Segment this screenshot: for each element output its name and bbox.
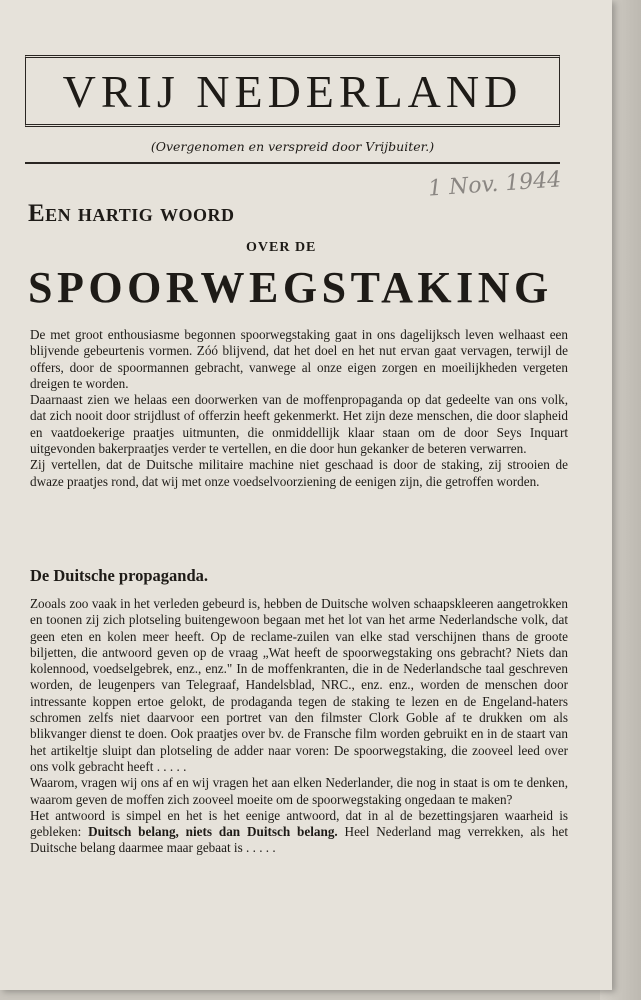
propaganda-paragraph-3 [30, 808, 568, 857]
handwritten-date: 1 Nov. 1944 [427, 167, 562, 202]
paragraph-3-emphasis: Duitsch belang, niets dan Duitsch belang. [88, 824, 338, 840]
intro-section [30, 327, 568, 490]
masthead-title: VRIJ NEDERLAND [62, 65, 523, 117]
intro-paragraph-2: Daarnaast zien we helaas een doorwerken van de moffenpropaganda op dat gedeelte van ons volk, dat zich nooit door strijdlust of offerzin heeft gekenmerkt. Het zijn deze menschen, die door slapheid en vaatdoekerige praatjes uitmunten, die onmiddellijk klaar staan om de door Seys Inquart uitgevonden bakerpraatjes verder te vertellen, en die door hun gekanker de beteren verwarren. [30, 392, 568, 457]
headline-main: SPOORWEGSTAKING [28, 263, 553, 312]
propaganda-paragraph-2: Waarom, vragen wij ons af en wij vragen het aan elken Nederlander, die nog in staat is om te denken, waarom geven de moffen zich zooveel moeite om de spoorwegstaking ongedaan te maken? [30, 775, 568, 807]
masthead-subtitle: (Overgenomen en verspreid door Vrijbuiter.) [150, 139, 435, 154]
propaganda-section [30, 596, 568, 857]
masthead-rule [25, 162, 560, 164]
intro-paragraph-1: De met groot enthousiasme begonnen spoorwegstaking gaat in ons dagelijksch leven welhaast een blijvende gebeurtenis vormen. Zóó blijvend, dat het doel en het nut ervan gaat vervagen, terwijl de offers, door de spoormannen gebracht, vanwege al onze eigen zorgen en moeilijkheden vergeten dreigen te worden. [30, 327, 568, 391]
intro-paragraph-3: Zij vertellen, dat de Duitsche militaire machine niet geschaad is door de staking, zij strooien de dwaze praatjes rond, dat wij met onze voedselvoorziening de eenigen zijn, die getroffen worden. [30, 457, 568, 489]
masthead-box [25, 55, 560, 127]
section-heading-propaganda: De Duitsche propaganda. [30, 566, 209, 585]
headline-line-2: OVER DE [246, 240, 317, 255]
paragraph-3-end: Heel Nederland mag verrekken, als het Duitsche belang daarmee maar gebaat is . . . . . [30, 824, 569, 856]
headline-line-1: Een hartig woord [28, 200, 235, 227]
propaganda-paragraph-1: Zooals zoo vaak in het verleden gebeurd is, hebben de Duitsche wolven schaapskleeren aangetrokken en toonen zij zich plotseling buitengewoon begaan met het lot van het arme Nederlandsche volk, dat geen eten en kolen meer heeft. Op de reclame-zuilen van elke stad verschijnen thans de groote biljetten, die antwoord geven op de vraag „Wat heeft de spoorwegstaking ons gebracht? Niets dan kolennood, voedselgebrek, enz., enz." In de moffenkranten, die in de Nederlandsche taal geschreven worden, de leugenpers van Telegraaf, Handelsblad, NRC., enz. enz., worden de menschen door intressante koppen ertoe gelokt, de prodaganda tegen de staking te lezen en de Engeland-haters schromen zelfs niet daarvoor een portret van den filmster Clork Goble af te drukken om als blikvanger dienst te doen. Ook praatjes over bv. de Fransche film worden gebruikt en in de staart van het artikeltje sluipt dan plotseling de adder naar voren: De spoorwegstaking, die zooveel leed over ons volk gebracht heeft . . . . . [30, 596, 568, 774]
paragraph-3-start: Het antwoord is simpel en het is het eenige antwoord, dat in al de bezettingsjaren waarheid is gebleken: [30, 807, 568, 840]
